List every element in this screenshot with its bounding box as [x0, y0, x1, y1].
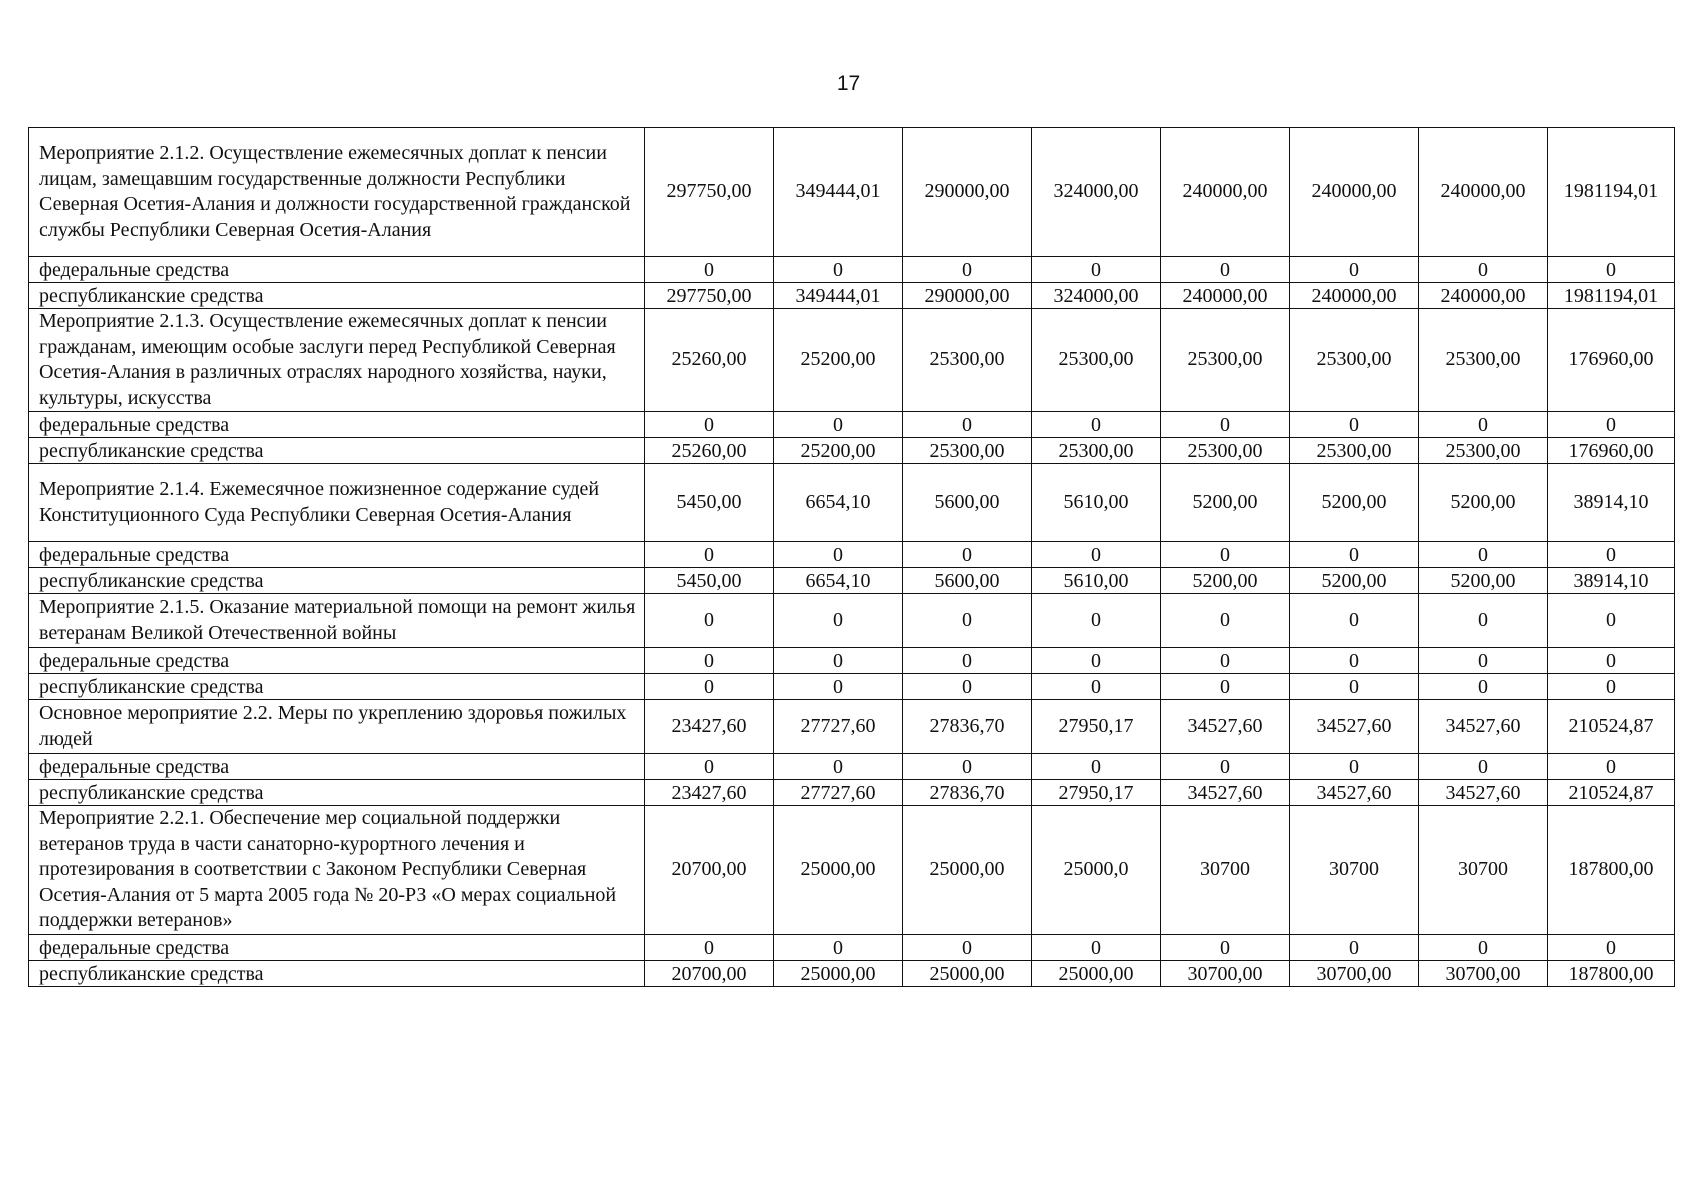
value-cell: 30700: [1161, 806, 1290, 935]
row-label: Мероприятие 2.1.5. Оказание материальной помощи на ремонт жилья ветеранам Великой Отечественной войны: [29, 594, 645, 648]
value-cell: 25260,00: [645, 309, 774, 412]
row-label: республиканские средства: [29, 780, 645, 806]
table-row: [29, 464, 1675, 542]
table-row: [29, 438, 1675, 464]
value-cell: 349444,01: [774, 128, 903, 257]
value-cell: 27727,60: [774, 780, 903, 806]
value-cell: 0: [1548, 542, 1675, 568]
table-row: [29, 674, 1675, 700]
value-cell: 176960,00: [1548, 309, 1675, 412]
value-cell: 5200,00: [1290, 464, 1419, 542]
value-cell: 25300,00: [1290, 438, 1419, 464]
value-cell: 0: [903, 754, 1032, 780]
value-cell: 0: [1032, 594, 1161, 648]
value-cell: 0: [774, 754, 903, 780]
value-cell: 240000,00: [1290, 128, 1419, 257]
value-cell: 0: [1161, 935, 1290, 961]
value-cell: 5450,00: [645, 464, 774, 542]
value-cell: 0: [1161, 648, 1290, 674]
table-row: [29, 780, 1675, 806]
value-cell: 0: [645, 412, 774, 438]
value-cell: 0: [1161, 674, 1290, 700]
value-cell: 25300,00: [1419, 438, 1548, 464]
value-cell: 27950,17: [1032, 700, 1161, 754]
value-cell: 1981194,01: [1548, 283, 1675, 309]
value-cell: 38914,10: [1548, 568, 1675, 594]
value-cell: 0: [1548, 648, 1675, 674]
value-cell: 240000,00: [1161, 283, 1290, 309]
value-cell: 23427,60: [645, 700, 774, 754]
table-row: [29, 542, 1675, 568]
value-cell: 0: [1161, 594, 1290, 648]
table-row: [29, 257, 1675, 283]
value-cell: 324000,00: [1032, 283, 1161, 309]
value-cell: 0: [774, 257, 903, 283]
table-row: [29, 754, 1675, 780]
value-cell: 6654,10: [774, 568, 903, 594]
value-cell: 1981194,01: [1548, 128, 1675, 257]
value-cell: 25260,00: [645, 438, 774, 464]
value-cell: 34527,60: [1290, 700, 1419, 754]
value-cell: 0: [774, 542, 903, 568]
row-label: федеральные средства: [29, 542, 645, 568]
value-cell: 38914,10: [1548, 464, 1675, 542]
value-cell: 0: [1032, 674, 1161, 700]
value-cell: 25300,00: [1032, 309, 1161, 412]
value-cell: 0: [1032, 412, 1161, 438]
value-cell: 25200,00: [774, 309, 903, 412]
budget-table: [28, 127, 1675, 987]
value-cell: 0: [645, 257, 774, 283]
value-cell: 0: [1161, 542, 1290, 568]
row-label: Основное мероприятие 2.2. Меры по укреплению здоровья пожилых людей: [29, 700, 645, 754]
row-label: республиканские средства: [29, 438, 645, 464]
value-cell: 25000,0: [1032, 806, 1161, 935]
table-row: [29, 961, 1675, 987]
value-cell: 0: [1161, 412, 1290, 438]
row-label: Мероприятие 2.1.2. Осуществление ежемесячных доплат к пенсии лицам, замещавшим государственные должности Республики Северная Осетия-Алания и должности государственной гражданской службы Республики Северная Осетия-Алания: [29, 128, 645, 257]
value-cell: 34527,60: [1419, 700, 1548, 754]
value-cell: 0: [1032, 257, 1161, 283]
row-label: республиканские средства: [29, 961, 645, 987]
value-cell: 0: [1290, 257, 1419, 283]
value-cell: 27836,70: [903, 780, 1032, 806]
value-cell: 5200,00: [1419, 568, 1548, 594]
value-cell: 0: [1548, 935, 1675, 961]
value-cell: 0: [1290, 542, 1419, 568]
value-cell: 0: [1419, 412, 1548, 438]
value-cell: 20700,00: [645, 806, 774, 935]
page-number: 17: [836, 72, 861, 95]
value-cell: 5200,00: [1290, 568, 1419, 594]
table-row: [29, 568, 1675, 594]
value-cell: 5200,00: [1161, 464, 1290, 542]
value-cell: 30700,00: [1419, 961, 1548, 987]
value-cell: 25000,00: [903, 961, 1032, 987]
value-cell: 187800,00: [1548, 806, 1675, 935]
value-cell: 0: [774, 674, 903, 700]
value-cell: 5600,00: [903, 464, 1032, 542]
value-cell: 0: [1419, 594, 1548, 648]
table-row: [29, 935, 1675, 961]
value-cell: 210524,87: [1548, 700, 1675, 754]
value-cell: 30700: [1419, 806, 1548, 935]
value-cell: 25000,00: [1032, 961, 1161, 987]
value-cell: 240000,00: [1419, 128, 1548, 257]
value-cell: 0: [1419, 674, 1548, 700]
row-label: республиканские средства: [29, 283, 645, 309]
table-row: [29, 806, 1675, 935]
value-cell: 0: [1290, 648, 1419, 674]
value-cell: 0: [1419, 542, 1548, 568]
value-cell: 324000,00: [1032, 128, 1161, 257]
value-cell: 25200,00: [774, 438, 903, 464]
value-cell: 5610,00: [1032, 568, 1161, 594]
table-body: [29, 128, 1675, 987]
value-cell: 25300,00: [1419, 309, 1548, 412]
value-cell: 297750,00: [645, 283, 774, 309]
row-label: Мероприятие 2.1.4. Ежемесячное пожизненное содержание судей Конституционного Суда Республики Северная Осетия-Алания: [29, 464, 645, 542]
table-row: [29, 700, 1675, 754]
table-row: [29, 128, 1675, 257]
value-cell: 0: [1548, 257, 1675, 283]
value-cell: 0: [1032, 935, 1161, 961]
value-cell: 240000,00: [1161, 128, 1290, 257]
value-cell: 0: [645, 648, 774, 674]
value-cell: 30700,00: [1290, 961, 1419, 987]
table-row: [29, 283, 1675, 309]
value-cell: 0: [774, 648, 903, 674]
row-label: республиканские средства: [29, 674, 645, 700]
value-cell: 349444,01: [774, 283, 903, 309]
value-cell: 5450,00: [645, 568, 774, 594]
value-cell: 240000,00: [1290, 283, 1419, 309]
value-cell: 0: [645, 935, 774, 961]
value-cell: 0: [774, 594, 903, 648]
value-cell: 0: [903, 412, 1032, 438]
value-cell: 25300,00: [1161, 438, 1290, 464]
value-cell: 27950,17: [1032, 780, 1161, 806]
value-cell: 27727,60: [774, 700, 903, 754]
value-cell: 0: [903, 594, 1032, 648]
value-cell: 240000,00: [1419, 283, 1548, 309]
value-cell: 0: [903, 674, 1032, 700]
value-cell: 30700,00: [1161, 961, 1290, 987]
value-cell: 176960,00: [1548, 438, 1675, 464]
value-cell: 25000,00: [774, 806, 903, 935]
value-cell: 0: [1032, 754, 1161, 780]
value-cell: 34527,60: [1290, 780, 1419, 806]
table-row: [29, 594, 1675, 648]
value-cell: 5610,00: [1032, 464, 1161, 542]
value-cell: 0: [1290, 754, 1419, 780]
table-row: [29, 412, 1675, 438]
value-cell: 25300,00: [903, 309, 1032, 412]
value-cell: 0: [1161, 257, 1290, 283]
value-cell: 0: [903, 257, 1032, 283]
value-cell: 0: [1419, 257, 1548, 283]
value-cell: 0: [903, 935, 1032, 961]
value-cell: 0: [1548, 412, 1675, 438]
value-cell: 0: [645, 594, 774, 648]
value-cell: 25300,00: [1290, 309, 1419, 412]
table-row: [29, 309, 1675, 412]
value-cell: 34527,60: [1419, 780, 1548, 806]
value-cell: 0: [903, 542, 1032, 568]
value-cell: 0: [1290, 935, 1419, 961]
value-cell: 0: [1548, 594, 1675, 648]
value-cell: 5600,00: [903, 568, 1032, 594]
row-label: федеральные средства: [29, 412, 645, 438]
value-cell: 0: [645, 674, 774, 700]
row-label: федеральные средства: [29, 754, 645, 780]
value-cell: 5200,00: [1161, 568, 1290, 594]
value-cell: 0: [774, 935, 903, 961]
row-label: Мероприятие 2.1.3. Осуществление ежемесячных доплат к пенсии гражданам, имеющим особые заслуги перед Республикой Северная Осетия-Алания в различных отраслях народного хозяйства, науки, культуры, искусства: [29, 309, 645, 412]
value-cell: 27836,70: [903, 700, 1032, 754]
value-cell: 0: [1548, 674, 1675, 700]
value-cell: 20700,00: [645, 961, 774, 987]
value-cell: 0: [1032, 648, 1161, 674]
row-label: Мероприятие 2.2.1. Обеспечение мер социальной поддержки ветеранов труда в части санаторно-курортного лечения и протезирования в соответствии с Законом Республики Северная Осетия-Алания от 5 марта 2005 года № 20-РЗ «О мерах социальной поддержки ветеранов»: [29, 806, 645, 935]
value-cell: 34527,60: [1161, 700, 1290, 754]
value-cell: 6654,10: [774, 464, 903, 542]
value-cell: 25000,00: [774, 961, 903, 987]
value-cell: 0: [903, 648, 1032, 674]
value-cell: 25000,00: [903, 806, 1032, 935]
value-cell: 25300,00: [903, 438, 1032, 464]
value-cell: 0: [1548, 754, 1675, 780]
value-cell: 34527,60: [1161, 780, 1290, 806]
table-row: [29, 648, 1675, 674]
value-cell: 0: [645, 754, 774, 780]
value-cell: 0: [774, 412, 903, 438]
row-label: республиканские средства: [29, 568, 645, 594]
value-cell: 0: [1290, 594, 1419, 648]
value-cell: 0: [1161, 754, 1290, 780]
row-label: федеральные средства: [29, 648, 645, 674]
value-cell: 25300,00: [1032, 438, 1161, 464]
value-cell: 23427,60: [645, 780, 774, 806]
value-cell: 30700: [1290, 806, 1419, 935]
value-cell: 0: [1419, 648, 1548, 674]
row-label: федеральные средства: [29, 935, 645, 961]
value-cell: 210524,87: [1548, 780, 1675, 806]
value-cell: 0: [1290, 674, 1419, 700]
value-cell: 0: [1032, 542, 1161, 568]
value-cell: 0: [1419, 754, 1548, 780]
value-cell: 0: [1290, 412, 1419, 438]
value-cell: 25300,00: [1161, 309, 1290, 412]
value-cell: 0: [1419, 935, 1548, 961]
value-cell: 290000,00: [903, 128, 1032, 257]
value-cell: 5200,00: [1419, 464, 1548, 542]
value-cell: 187800,00: [1548, 961, 1675, 987]
value-cell: 0: [645, 542, 774, 568]
value-cell: 297750,00: [645, 128, 774, 257]
value-cell: 290000,00: [903, 283, 1032, 309]
row-label: федеральные средства: [29, 257, 645, 283]
